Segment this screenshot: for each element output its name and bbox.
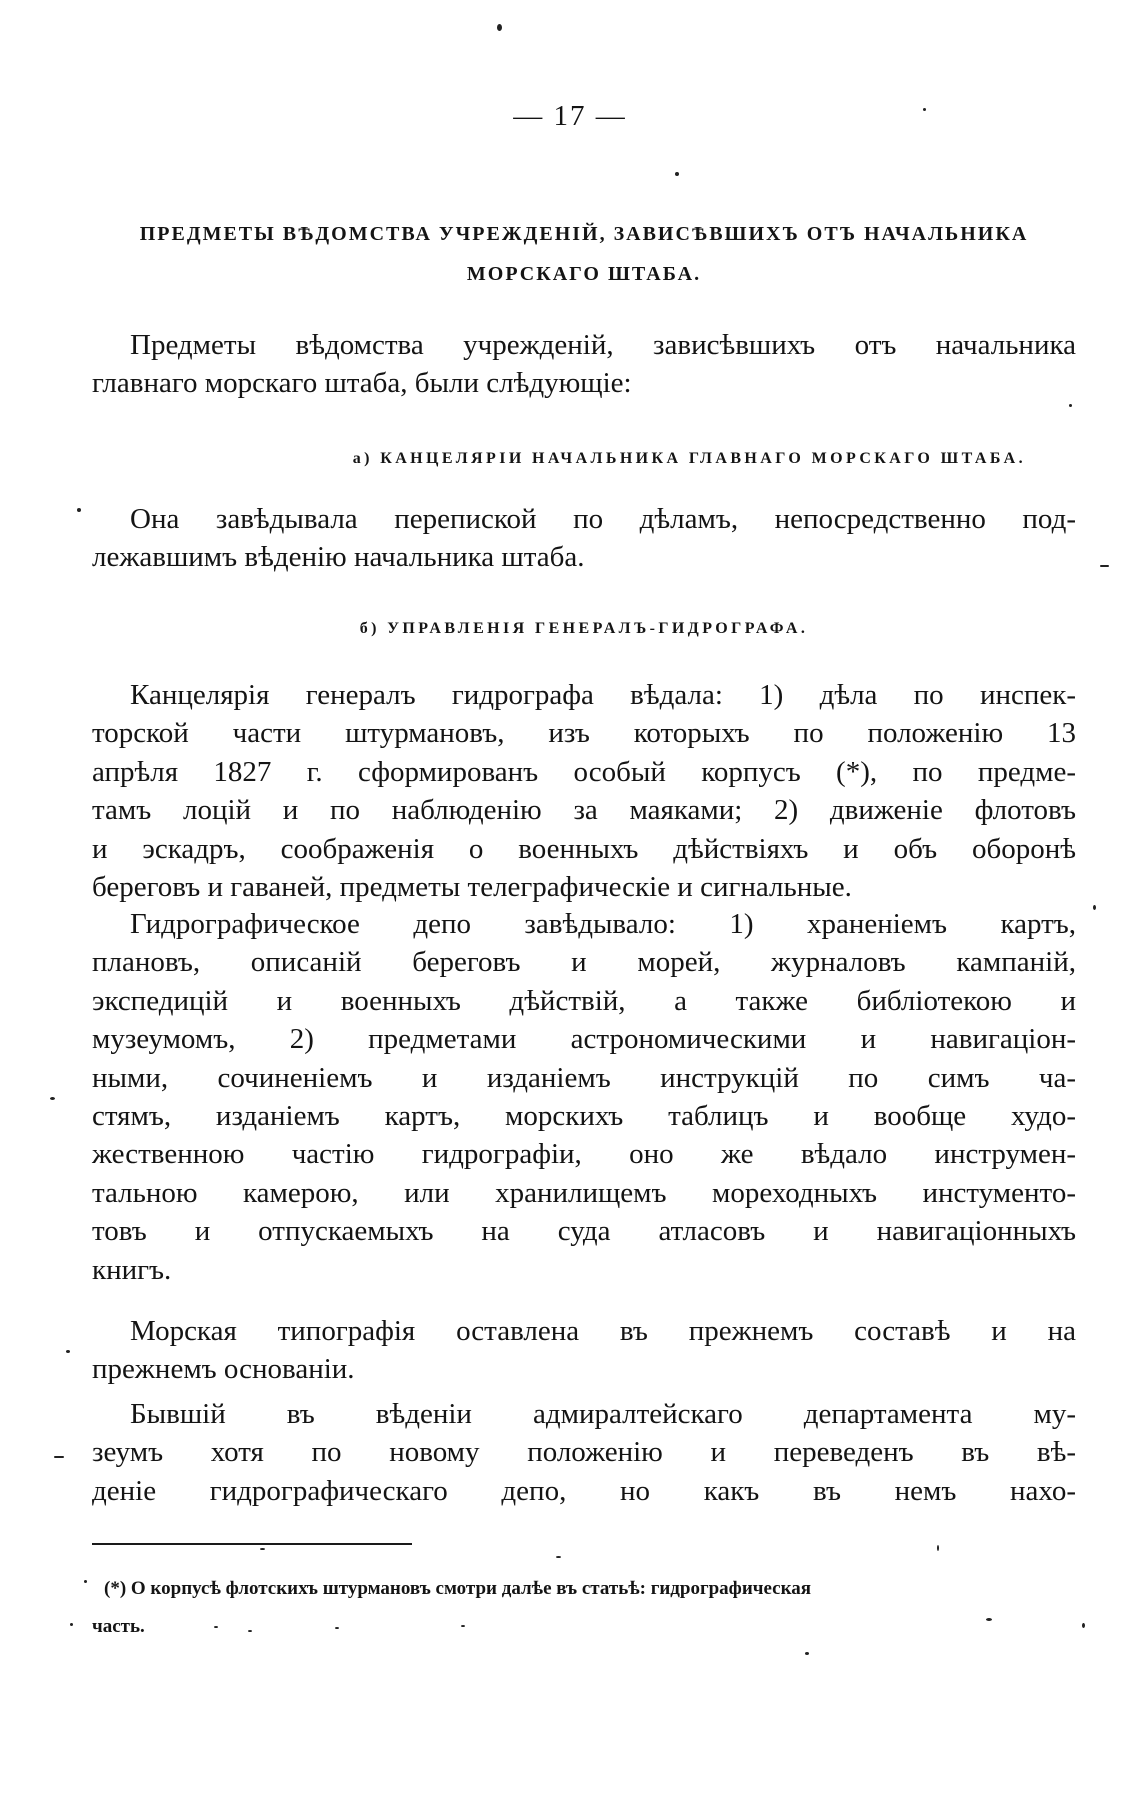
- footnote-line: (*) О корпусѣ флотскихъ штурмановъ смотри далѣе въ статьѣ: гидрографическая: [104, 1578, 812, 1599]
- scan-speck: [214, 1626, 218, 1628]
- paragraph-line: Гидрографическое депо завѣдывало: 1) храненіемъ картъ,: [130, 908, 1076, 940]
- scan-speck: [986, 1618, 992, 1621]
- scan-speck: [1069, 404, 1072, 407]
- scan-speck: [1082, 1623, 1085, 1628]
- paragraph-line: Канцелярія генералъ гидрографа вѣдала: 1) дѣла по инспек-: [130, 679, 1076, 711]
- section-a-line: лежавшимъ вѣденію начальника штаба.: [92, 541, 585, 574]
- scan-speck: [260, 1548, 265, 1550]
- scan-speck: [937, 1545, 939, 1551]
- paragraph-line: и эскадръ, соображенія о военныхъ дѣйствіяхъ и объ оборонѣ: [92, 832, 1076, 865]
- paragraph-line: книгъ.: [92, 1253, 172, 1286]
- scan-speck: [50, 1097, 55, 1100]
- section-a-paragraph: [92, 500, 1076, 577]
- page-number: — 17 —: [513, 100, 627, 132]
- section-b-paragraph-4: [92, 1395, 1076, 1510]
- scan-speck: [497, 24, 502, 31]
- scan-speck: [675, 172, 679, 176]
- footnote-divider: [92, 1543, 412, 1545]
- paragraph-line: Бывшій въ вѣденіи адмиралтейскаго департамента му-: [130, 1398, 1076, 1430]
- paragraph-line: плановъ, описаній береговъ и морей, журналовъ кампаній,: [92, 946, 1076, 979]
- scan-speck: [54, 1456, 64, 1458]
- scan-speck: [1093, 905, 1096, 910]
- paragraph-line: прежнемъ основаніи.: [92, 1353, 355, 1386]
- section-b-paragraph-1: [92, 676, 1076, 906]
- paragraph-line: экспедицій и военныхъ дѣйствій, а также библіотекою и: [92, 984, 1076, 1017]
- scan-speck: [335, 1627, 339, 1629]
- section-b-paragraph-3: [92, 1312, 1076, 1389]
- scan-speck: [556, 1556, 561, 1558]
- paragraph-line: деніе гидрографическаго депо, но какъ въ немъ нахо-: [92, 1474, 1076, 1507]
- scan-speck: [1100, 565, 1109, 567]
- intro-line: Предметы вѣдомства учрежденій, зависѣвшихъ отъ начальника: [130, 329, 1076, 361]
- paragraph-line: жественною частію гидрографіи, оно же вѣдало инструмен-: [92, 1138, 1076, 1171]
- footnote-line: часть.: [92, 1616, 145, 1637]
- paragraph-line: торской части штурмановъ, изъ которыхъ по положенію 13: [92, 717, 1076, 750]
- paragraph-line: стямъ, изданіемъ картъ, морскихъ таблицъ и вообще худо-: [92, 1100, 1076, 1133]
- scan-speck: [248, 1630, 252, 1632]
- scan-speck: [66, 1350, 70, 1353]
- paragraph-line: ными, сочиненіемъ и изданіемъ инструкцій по симъ ча-: [92, 1061, 1076, 1094]
- section-b-paragraph-2: [92, 905, 1076, 1289]
- section-a-heading: а) КАНЦЕЛЯРІИ НАЧАЛЬНИКА ГЛАВНАГО МОРСКАГО ШТАБА.: [352, 450, 1026, 467]
- paragraph-line: зеумъ хотя по новому положенію и переведенъ въ вѣ-: [92, 1436, 1076, 1469]
- scan-speck: [461, 1625, 465, 1627]
- main-heading-line-1: ПРЕДМЕТЫ ВѢДОМСТВА УЧРЕЖДЕНІЙ, ЗАВИСѢВШИХЪ ОТЪ НАЧАЛЬНИКА: [139, 223, 1029, 245]
- main-heading-line-2: МОРСКАГО ШТАБА.: [466, 263, 702, 285]
- paragraph-line: тамъ лоцій и по наблюденію за маяками; 2) движеніе флотовъ: [92, 794, 1076, 827]
- paragraph-line: апрѣля 1827 г. сформированъ особый корпусъ (*), по предме-: [92, 755, 1076, 788]
- scan-speck: [77, 508, 81, 512]
- intro-line: главнаго морскаго штаба, были слѣдующіе:: [92, 367, 632, 400]
- scan-speck: [805, 1652, 809, 1655]
- scan-speck: [70, 1623, 73, 1626]
- scan-speck: [84, 1580, 87, 1583]
- main-heading: [92, 214, 1076, 294]
- paragraph-line: береговъ и гаваней, предметы телеграфическіе и сигнальные.: [92, 871, 852, 904]
- section-b-heading: б) УПРАВЛЕНІЯ ГЕНЕРАЛЪ-ГИДРОГРАФА.: [359, 620, 809, 637]
- paragraph-line: музеумомъ, 2) предметами астрономическими и навигаціон-: [92, 1023, 1076, 1056]
- paragraph-line: тальною камерою, или хранилищемъ мореходныхъ инстументо-: [92, 1176, 1076, 1209]
- intro-paragraph: [92, 326, 1076, 403]
- paragraph-line: товъ и отпускаемыхъ на суда атласовъ и навигаціонныхъ: [92, 1215, 1076, 1248]
- scan-speck: [923, 108, 926, 111]
- paragraph-line: Морская типографія оставлена въ прежнемъ составѣ и на: [130, 1315, 1076, 1347]
- footnote: [92, 1570, 1082, 1646]
- section-a-line: Она завѣдывала перепиской по дѣламъ, непосредственно под-: [130, 503, 1076, 535]
